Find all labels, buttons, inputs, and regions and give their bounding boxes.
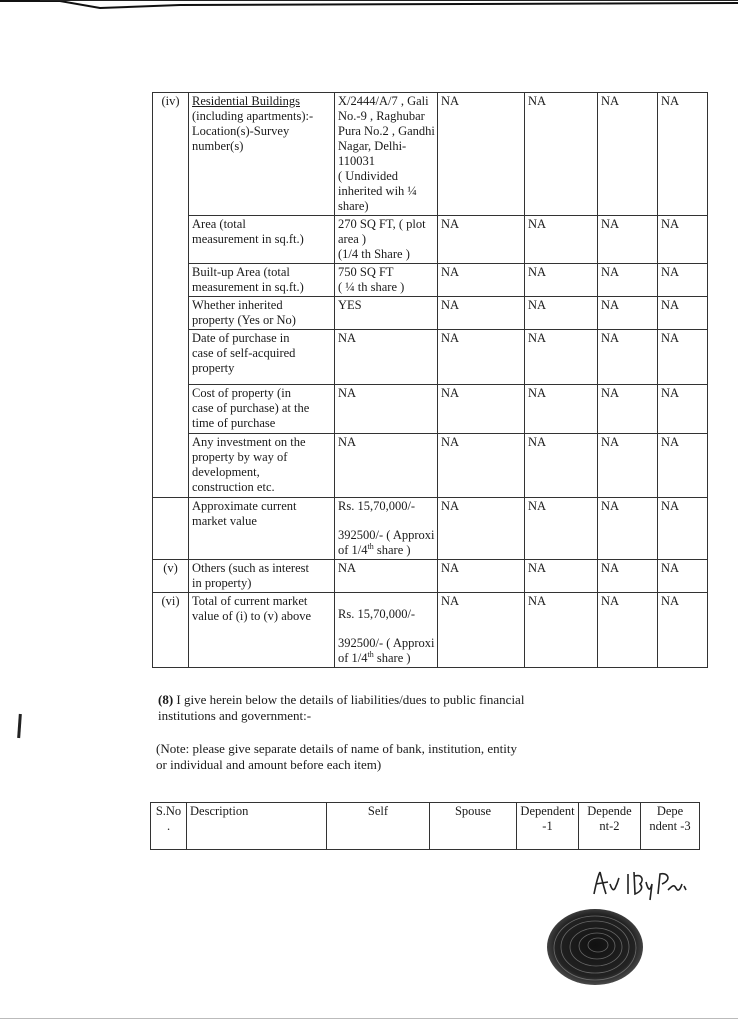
dependent-1-value: NA	[525, 560, 598, 593]
dependent-2-value: NA	[598, 330, 658, 385]
item-label: Cost of property (in case of purchase) at the time of purchase	[189, 385, 335, 434]
spouse-value: NA	[438, 498, 525, 560]
self-value: YES	[335, 297, 438, 330]
item-label: Total of current market value of (i) to (v) above	[189, 593, 335, 668]
item-label: Whether inherited property (Yes or No)	[189, 297, 335, 330]
item-label: Residential Buildings (including apartments):- Location(s)-Survey number(s)	[189, 93, 335, 216]
page-edge	[0, 1018, 738, 1019]
dependent-3-value: NA	[658, 593, 708, 668]
dependent-3-value: NA	[658, 560, 708, 593]
dependent-3-value: NA	[658, 216, 708, 264]
dependent-1-value: NA	[525, 498, 598, 560]
serial-number: (iv)	[153, 93, 189, 498]
dependent-1-value: NA	[525, 216, 598, 264]
table-row	[153, 297, 708, 330]
spouse-value: NA	[438, 434, 525, 498]
section-8-note: (Note: please give separate details of name of bank, institution, entity or individual and amount before each item)	[156, 741, 518, 772]
item-label: Area (total measurement in sq.ft.)	[189, 216, 335, 264]
dependent-2-value: NA	[598, 434, 658, 498]
self-value: X/2444/A/7 , Gali No.-9 , Raghubar Pura No.2 , Gandhi Nagar, Delhi- 110031 ( Undivided inherited wih ¼ share)	[335, 93, 438, 216]
self-value: Rs. 15,70,000/- 392500/- ( Approxi of 1/4th share )	[335, 498, 438, 560]
header-dependent-1: Dependent -1	[517, 803, 579, 850]
table-row	[153, 385, 708, 434]
table-row	[153, 593, 708, 668]
thumbprint	[540, 905, 650, 990]
dependent-2-value: NA	[598, 216, 658, 264]
dependent-2-value: NA	[598, 264, 658, 297]
dependent-1-value: NA	[525, 297, 598, 330]
self-value: Rs. 15,70,000/- 392500/- ( Approxi of 1/4th share )	[335, 593, 438, 668]
header-self: Self	[327, 803, 430, 850]
spouse-value: NA	[438, 560, 525, 593]
table-row	[153, 498, 708, 560]
self-value: 750 SQ FT ( ¼ th share )	[335, 264, 438, 297]
self-value: 270 SQ FT, ( plot area ) (1/4 th Share )	[335, 216, 438, 264]
dependent-3-value: NA	[658, 385, 708, 434]
self-value: NA	[335, 385, 438, 434]
dependent-2-value: NA	[598, 593, 658, 668]
self-value: NA	[335, 560, 438, 593]
table-row	[153, 264, 708, 297]
dependent-3-value: NA	[658, 330, 708, 385]
dependent-2-value: NA	[598, 297, 658, 330]
header-sno: S.No .	[151, 803, 187, 850]
spouse-value: NA	[438, 593, 525, 668]
spouse-value: NA	[438, 330, 525, 385]
serial-number: (v)	[153, 560, 189, 593]
item-label: Approximate current market value	[189, 498, 335, 560]
dependent-3-value: NA	[658, 264, 708, 297]
item-label: Built-up Area (total measurement in sq.ft.)	[189, 264, 335, 297]
item-label: Any investment on the property by way of development, construction etc.	[189, 434, 335, 498]
dependent-2-value: NA	[598, 498, 658, 560]
table-row	[153, 216, 708, 264]
scan-edge-artifact	[0, 0, 738, 10]
serial-number	[153, 498, 189, 560]
item-label: Others (such as interest in property)	[189, 560, 335, 593]
self-value: NA	[335, 434, 438, 498]
header-description: Description	[187, 803, 327, 850]
table-row	[153, 93, 708, 216]
dependent-3-value: NA	[658, 297, 708, 330]
dependent-2-value: NA	[598, 385, 658, 434]
header-dependent-3: Depe ndent -3	[641, 803, 700, 850]
table-row	[153, 560, 708, 593]
assets-table	[152, 92, 708, 668]
section-8-heading: (8) I give herein below the details of liabilities/dues to public financial institutions and government:-	[158, 692, 525, 723]
dependent-2-value: NA	[598, 560, 658, 593]
dependent-1-value: NA	[525, 593, 598, 668]
header-spouse: Spouse	[430, 803, 517, 850]
dependent-3-value: NA	[658, 93, 708, 216]
spouse-value: NA	[438, 216, 525, 264]
dependent-1-value: NA	[525, 385, 598, 434]
signature	[588, 862, 698, 902]
dependent-1-value: NA	[525, 434, 598, 498]
table-header-row	[151, 803, 700, 850]
dependent-3-value: NA	[658, 434, 708, 498]
liabilities-table	[150, 802, 700, 850]
dependent-1-value: NA	[525, 330, 598, 385]
spouse-value: NA	[438, 264, 525, 297]
dependent-1-value: NA	[525, 93, 598, 216]
serial-number: (vi)	[153, 593, 189, 668]
dependent-3-value: NA	[658, 498, 708, 560]
spouse-value: NA	[438, 93, 525, 216]
dependent-1-value: NA	[525, 264, 598, 297]
dependent-2-value: NA	[598, 93, 658, 216]
item-label: Date of purchase in case of self-acquired property	[189, 330, 335, 385]
margin-mark	[17, 714, 22, 738]
spouse-value: NA	[438, 297, 525, 330]
self-value: NA	[335, 330, 438, 385]
table-row	[153, 434, 708, 498]
spouse-value: NA	[438, 385, 525, 434]
section-number: (8)	[158, 692, 174, 707]
table-row	[153, 330, 708, 385]
header-dependent-2: Depende nt-2	[579, 803, 641, 850]
